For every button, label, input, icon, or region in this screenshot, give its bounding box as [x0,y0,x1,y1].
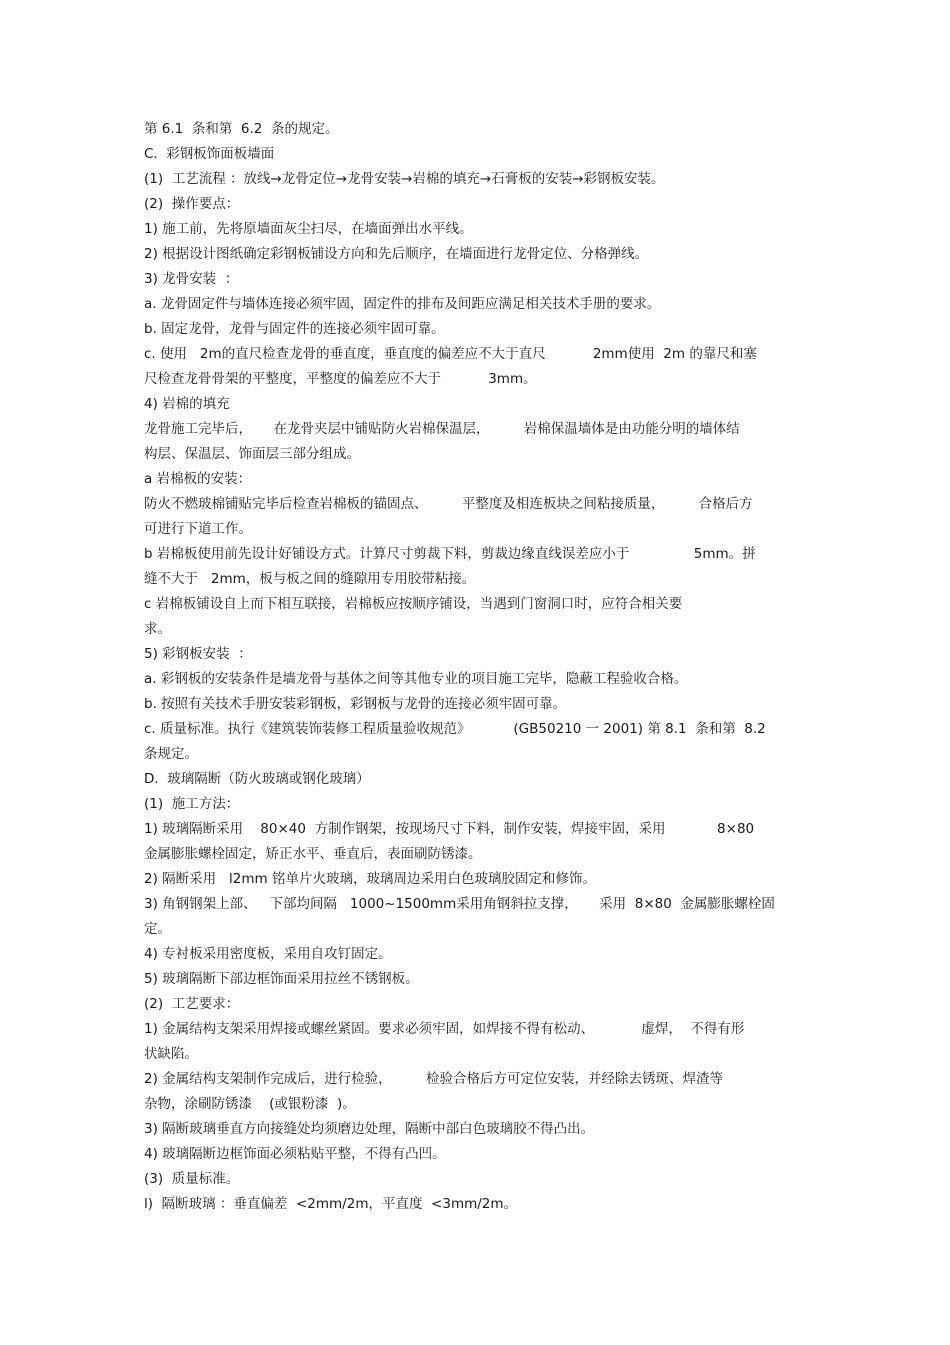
text-line: 3) 龙骨安装 ： [144,271,239,287]
text-line: a 岩棉板的安装： [144,471,252,487]
text-line: 1) 玻璃隔断采用 80×40 方制作钢架，按现场尺寸下料，制作安装，焊接牢固，采用 8×80 [144,821,755,837]
text-line: 1) 施工前，先将原墙面灰尘扫尽，在墙面弹出水平线。 [144,221,473,237]
text-line: 1) 金属结构支架采用焊接或螺丝紧固。要求必须牢固，如焊接不得有松动、 虚焊， 不得有形 [144,1021,745,1037]
text-line: c 岩棉板铺设自上而下相互联接，岩棉板应按顺序铺设，当遇到门窗洞口时，应符合相关要 [144,596,683,612]
text-line: 第 6.1 条和第 6.2 条的规定。 [144,121,339,137]
text-line: 5) 玻璃隔断下部边框饰面采用拉丝不锈钢板。 [144,971,419,987]
text-line: 2) 根据设计图纸确定彩钢板铺设方向和先后顺序，在墙面进行龙骨定位、分格弹线。 [144,246,649,262]
text-line: (1) 施工方法： [144,796,240,812]
text-line: 可进行下道工作。 [144,521,252,537]
text-line: (3) 质量标准。 [144,1171,240,1187]
text-line: a. 彩钢板的安装条件是墙龙骨与基体之间等其他专业的项目施工完毕，隐蔽工程验收合格。 [144,671,688,687]
section-heading: D. 玻璃隔断（防火玻璃或钢化玻璃） [144,771,370,787]
text-line: (2) 操作要点： [144,196,240,212]
text-line: 4) 专衬板采用密度板，采用自攻钉固定。 [144,946,392,962]
section-heading: C. 彩钢板饰面板墙面 [144,146,275,162]
text-line: a. 龙骨固定件与墙体连接必须牢固，固定件的排布及间距应满足相关技术手册的要求。 [144,296,661,312]
document-body [144,117,824,1217]
text-line: 3) 角钢钢架上部、 下部均间隔 1000~1500mm采用角钢斜拉支撑， 采用 8×80 金属膨胀螺栓固 [144,896,775,912]
text-line: 缝不大于 2mm，板与板之间的缝隙用专用胶带粘接。 [144,571,476,587]
text-line: (2) 工艺要求： [144,996,240,1012]
text-line: 防火不燃玻棉铺贴完毕后检查岩棉板的锚固点、 平整度及相连板块之间粘接质量， 合格后方 [144,496,753,512]
text-line: b 岩棉板使用前先设计好铺设方式。计算尺寸剪裁下料，剪裁边缘直线误差应小于 5mm。拼 [144,546,756,562]
text-line: 金属膨胀螺栓固定，矫正水平、垂直后，表面刷防锈漆。 [144,846,482,862]
text-line: 龙骨施工完毕后， 在龙骨夹层中铺贴防火岩棉保温层， 岩棉保温墙体是由功能分明的墙体结 [144,421,740,437]
text-line: 定。 [144,921,171,937]
text-line: c. 使用 2m的直尺检查龙骨的垂直度，垂直度的偏差应不大于直尺 2mm使用 2m 的靠尺和塞 [144,346,757,362]
text-line: 构层、保温层、饰面层三部分组成。 [144,446,360,462]
text-line: 3) 隔断玻璃垂直方向接缝处均须磨边处理，隔断中部白色玻璃胶不得凸出。 [144,1121,595,1137]
text-line: 状缺陷。 [144,1046,198,1062]
text-line: 求。 [144,621,171,637]
text-line: 2) 金属结构支架制作完成后，进行检验， 检验合格后方可定位安装，并经除去锈斑、焊渣等 [144,1071,723,1087]
text-line: b. 固定龙骨，龙骨与固定件的连接必须牢固可靠。 [144,321,445,337]
text-line: 杂物，涂刷防锈漆 (或银粉漆 )。 [144,1096,356,1112]
text-line: 条规定。 [144,746,198,762]
text-line: c. 质量标准。执行《建筑装饰装修工程质量验收规范》 (GB50210 一 2001) 第 8.1 条和第 8.2 [144,721,766,737]
text-line: l) 隔断玻璃 ：垂直偏差 <2mm/2m，平直度 <3mm/2m。 [144,1196,518,1212]
text-line: 4) 玻璃隔断边框饰面必须粘贴平整，不得有凸凹。 [144,1146,446,1162]
text-line: 尺检查龙骨骨架的平整度，平整度的偏差应不大于 3mm。 [144,371,537,387]
text-line: (1) 工艺流程 ：放线→龙骨定位→龙骨安装→岩棉的填充→石膏板的安装→彩钢板安装。 [144,171,665,187]
text-line: 5) 彩钢板安装 ： [144,646,252,662]
text-line: 4) 岩棉的填充 [144,396,230,412]
text-line: b. 按照有关技术手册安装彩钢板，彩钢板与龙骨的连接必须牢固可靠。 [144,696,567,712]
text-line: 2) 隔断采用 l2mm 铭单片火玻璃，玻璃周边采用白色玻璃胶固定和修饰。 [144,871,596,887]
